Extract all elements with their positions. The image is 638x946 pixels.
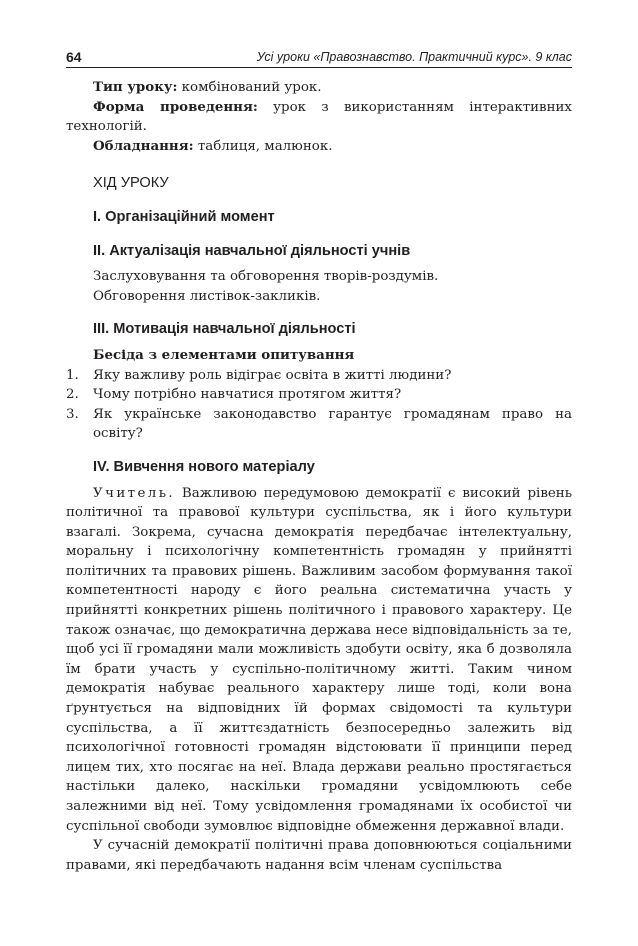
lesson-type — [66, 78, 572, 98]
section-3-subtitle: Бесіда з елементами опитування — [93, 346, 355, 363]
section-4-paragraph-1 — [66, 484, 572, 837]
list-item-text: Яку важливу роль відіграє освіта в житті людини? — [93, 367, 452, 383]
section-4-paragraph-2: У сучасній демократії політичні права доповнюються соціальними правами, які передбачають надання всім членам суспільства — [66, 838, 572, 873]
list-item-text: Чому потрібно навчатися протягом життя? — [93, 387, 402, 403]
section-1-title: І. Організаційний момент — [93, 208, 275, 225]
lesson-equipment — [66, 137, 572, 157]
section-2-title: ІІ. Актуалізація навчальної діяльності учнів — [93, 242, 411, 259]
list-item-number: 1. — [66, 367, 79, 383]
speaker-label: Учитель. — [93, 485, 176, 501]
section-2-line-2: Обговорення листівок-закликів. — [93, 288, 321, 304]
question-list — [66, 366, 572, 444]
paragraph-text: Важливою передумовою демократії є високий рівень політичної та правової культури суспільства, як і його культури взагалі. Зокрема, сучасна демократія передбачає інтелектуальну, моральну і психологічну компетентність громадян у прийнятті політичних та правових рішень. Важливим засобом формування такої компетентності народу є його реальна систематична участь у прийнятті конкретних рішень політичного і правового характеру. Це також означає, що демократична держава несе відповідальність за те, щоб усі її громадяни мали можливість здобути освіту, яка б дозволяла їм брати участь у суспільно-політичному житті. Таким чином демократія набуває реального характеру лише тоді, коли вона ґрунтується на відповідних їй формах свідомості та культури суспільства, а її життєздатність безпосередньо залежить від психологічної готовності громадян відстоювати її принципи перед лицем тих, хто посягає на неї. Влада держави реально простягається настільки далеко, наскільки громадяни усвідомлюють себе залежними від неї. Тому усвідомлення громадянами їх особистої чи суспільної свободи зумовлює відповідне обмеження державної влади. — [66, 485, 572, 834]
list-item — [66, 366, 572, 386]
list-item-number: 3. — [66, 406, 79, 422]
running-title: Усі уроки «Правознавство. Практичний курс». 9 клас — [256, 50, 572, 64]
lesson-equipment-label: Обладнання: — [93, 137, 194, 154]
lesson-form-value: урок з використанням інтерактивних технологій. — [66, 99, 572, 135]
page-number: 64 — [66, 49, 82, 65]
course-heading: ХІД УРОКУ — [93, 175, 169, 192]
list-item — [66, 405, 572, 444]
section-3-title: ІІІ. Мотивація навчальної діяльності — [93, 321, 356, 338]
running-header — [66, 45, 572, 68]
lesson-form-label: Форма проведення: — [93, 98, 258, 115]
lesson-equipment-value: таблиця, малюнок. — [193, 138, 333, 154]
list-item-number: 2. — [66, 387, 79, 403]
section-4-title: IV. Вивчення нового матеріалу — [93, 458, 315, 475]
list-item — [66, 385, 572, 405]
lesson-type-value: комбінований урок. — [177, 80, 322, 95]
lesson-form — [66, 98, 572, 137]
page-body — [66, 78, 572, 875]
lesson-type-label: Тип уроку: — [93, 79, 178, 95]
section-2-line-1: Заслуховування та обговорення творів-роздумів. — [93, 269, 439, 285]
list-item-text: Як українське законодавство гарантує громадянам право на освіту? — [93, 406, 572, 442]
